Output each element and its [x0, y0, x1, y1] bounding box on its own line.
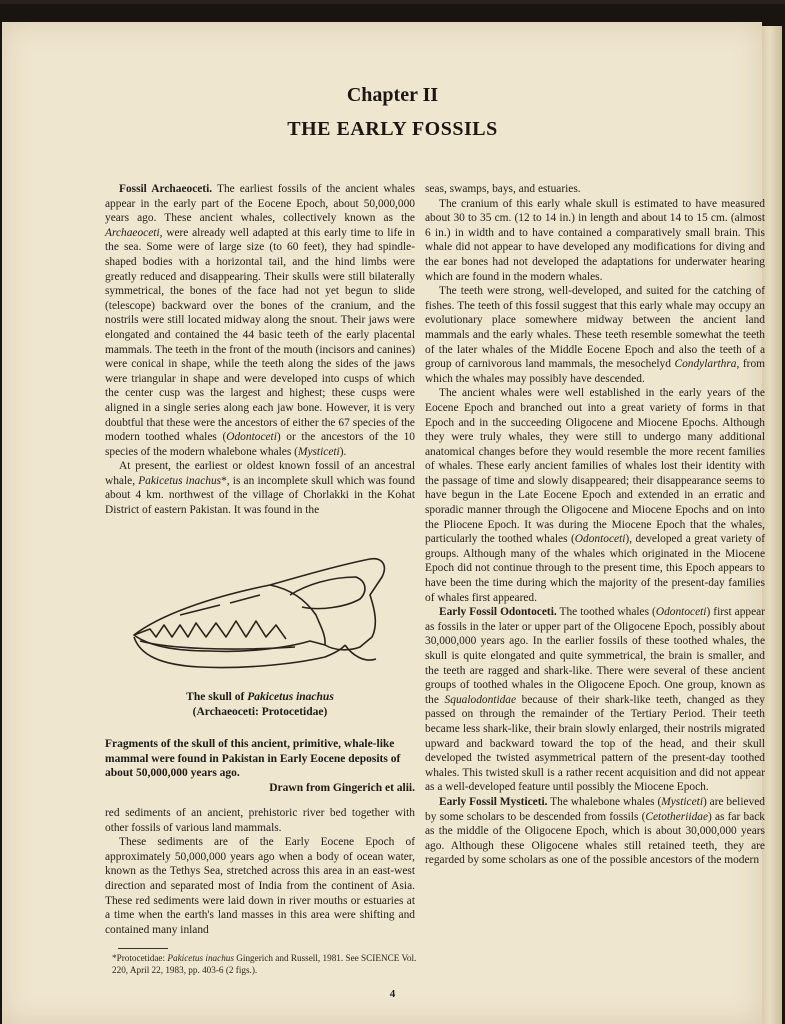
book-edge — [0, 0, 785, 4]
text-run: Gingerich and Russell, 1981. See SCIENCE Vol. 220, April 22, 1983, pp. 403-6 (2 figs.). — [112, 953, 417, 975]
caption-taxonomy: (Archaeoceti: Protocetidae) — [192, 705, 328, 718]
italic-term: Pakicetus inachus — [138, 474, 222, 487]
text-run: The whalebone whales ( — [547, 795, 662, 808]
text-run: At present, the earliest or oldest known fossil of an ancestral whale, — [105, 460, 415, 487]
text-run: ) or the ancestors of the 10 species of the modern whalebone whales ( — [105, 431, 415, 458]
caption-credit: Drawn from Gingerich et alii. — [269, 781, 415, 794]
italic-term: Odontoceti — [655, 606, 707, 619]
text-run: ) are believed by some scholars to be descended from fossils ( — [425, 795, 765, 823]
paragraph-cranium: The cranium of this early whale skull is estimated to have measured about 30 to 35 cm. (12 to 14 in.) in length and about 14 to 15 cm. (almost 6 in.) in width and to have contained a comparatively small brain. This whale did not appear to have developed any modifications for diving and the ear bones had not developed the adaptations for underwater hearing which are found in the modern whales. — [425, 197, 765, 283]
left-column-bottom — [105, 806, 415, 937]
paragraph-ancient-whales — [425, 386, 765, 605]
text-run: The toothed whales ( — [556, 606, 656, 619]
text-run: *, is an incomplete skull which was found about 4 km. northwest of the village of Chorlakki in the Kohat District of eastern Pakistan. It was found in the — [105, 474, 415, 517]
caption-title — [105, 690, 415, 719]
skull-illustration — [120, 555, 392, 690]
jaw-line — [140, 641, 295, 649]
italic-term: Cetotheriidae — [645, 810, 709, 823]
tooth-row — [134, 621, 286, 639]
text-run: *Protocetidae: — [112, 953, 168, 963]
page-stack-edge — [762, 26, 782, 1024]
italic-term: Squalodontidae — [444, 693, 517, 706]
right-column — [425, 182, 765, 868]
page-number: 4 — [389, 988, 396, 1000]
text-run: ) as far back as the middle of the Oligocene Epoch, which is about 30,000,000 years ago. Although these Oligocene whales still retained teeth, they are regarded by some scholars as one of the possible ancestors of the modern — [425, 810, 766, 867]
italic-term: Odontoceti — [574, 533, 626, 546]
text-run: ) first appear as fossils in the later or upper part of the Oligocene Epoch, possibly about 30,000,000 years ago. In the earlier fossils of these toothed whales, the skull is quite elongated and quite symmetrical, the brain is smaller, and the teeth are ragged and shark-like. There were several of these ancient groups of toothed whales in the Oligocene Epoch. One group, known as the — [425, 606, 765, 706]
text-run: from which the whales may possibly have descended. — [425, 358, 765, 385]
orbit — [290, 577, 365, 609]
italic-term: Archaeoceti, — [105, 226, 163, 239]
paragraph-fossil-archaeoceti — [105, 182, 415, 459]
text-run: were already well adapted at this early time to life in the sea. Some were of large size (to 60 feet), they had spindle-shaped bodies with a horizontal tail, and the hind limbs were greatly reduced and disappearing. Their skulls were still bilaterally symmetrical, the bones of the face had not yet begun to slide (telescope) backward over the bones of the cranium, and the nostrils were still located midway along the snout. Their jaws were elongated and contained the 44 basic teeth of the early placental mammals. The teeth in the front of the mouth (incisors and canines) were conical in shape, while the teeth along the sides of the jaws were triangular in shape and were developed into cusps of which the center cusp was the largest and highest; these cusps were aligned in a single series along each jaw bone. However, it is very doubtful that these were the ancestors of either the 67 species of the modern toothed whales ( — [105, 226, 415, 444]
paragraph-red-sediments: red sediments of an ancient, prehistoric river bed together with other fossils of various land mammals. — [105, 807, 415, 834]
zygomatic-arch — [270, 585, 325, 645]
run-in-heading: Fossil Archaeoceti. — [119, 183, 213, 195]
paragraph-teeth — [425, 284, 765, 386]
italic-term: Pakicetus inachus — [167, 953, 234, 963]
run-in-heading: Early Fossil Mysticeti. — [439, 795, 548, 808]
figure-caption — [105, 690, 415, 794]
italic-term: Odontoceti — [226, 431, 277, 444]
chapter-number: Chapter II — [346, 84, 439, 106]
text-run: ). — [339, 445, 347, 458]
footnote-rule — [118, 948, 168, 949]
italic-term: Mysticeti — [661, 795, 703, 808]
text-run: The earliest fossils of the ancient whales appear in the early part of the Eocene Epoch, about 50,000,000 years ago. These ancient whales, collectively known as the — [105, 183, 415, 225]
text-run: because of their shark-like teeth, changed as they passed on through the remainder of the Tertiary Period. Their teeth became less shark-like, their brain slowly enlarged, their nostrils migrated upward and backward toward the top of the head, and their skull developed the twisted asymmetrical pattern of the present-day toothed whales. This twisted skull is a rather recent acquisition and did not appear as a well-developed feature until possibly the Miocene Epoch. — [425, 693, 765, 794]
caption-body: Fragments of the skull of this ancient, primitive, whale-like mammal were found in Pakistan in Early Eocene deposits of about 50,000,000 years ago. — [105, 738, 401, 779]
text-run: ), developed a great variety of groups. Although many of the whales which originated in the Miocene Epoch did not continue through to the present time, this Epoch appears to have been the time during which the majority of the present-day families of whales first appeared. — [425, 533, 765, 604]
snout-detail — [180, 595, 260, 615]
paragraph-seas: seas, swamps, bays, and estuaries. — [425, 183, 581, 195]
footnote — [112, 952, 417, 976]
paragraph-tethys-sea: These sediments are of the Early Eocene Epoch of approximately 50,000,000 years ago when a body of ocean water, known as the Tethys Sea, stretched across this area in an east-west direction and separated most of India from the continent of Asia. These red sediments were laid down in river mouths or estuaries at a time when the earth's land masses in this area were shifting and contained many inland — [105, 836, 415, 936]
italic-term: Condylarthra, — [674, 358, 740, 371]
left-column-top — [105, 182, 415, 518]
italic-term: Mysticeti — [297, 445, 340, 458]
italic-term: Pakicetus inachus — [247, 691, 334, 703]
text-run: The skull of — [186, 691, 248, 703]
text-run: The ancient whales were well established in the early years of the Eocene Epoch and branched out into a great variety of forms in that Epoch and in the succeeding Oligocene and Miocene Epochs. Although they were truly whales, they were still to undergo many additional anatomical changes before they would resemble the more recent families of whales. These early ancient families of whales lost their identity with the passage of time and slowly disappeared; their disappearance seems to have begun in the Late Eocene Epoch and extended in an erratic and sporadic manner through the Oligocene and Miocene Epochs and on into the Pliocene Epoch. It was during the Miocene Epoch that the whales, particularly the toothed whales ( — [425, 387, 765, 546]
text-run: The teeth were strong, well-developed, and suited for the catching of fishes. The teeth of this fossil suggest that this early whale may occupy an evolutionary place somewhere midway between the ancient land mammals and the early whales. These teeth resemble somewhat the teeth of the later whales of the Middle Eocene Epoch and also the teeth of a group of carnivorous land mammals, the mesochelyd — [425, 285, 765, 371]
paragraph-early-odontoceti — [425, 605, 765, 795]
paragraph-early-mysticeti — [425, 795, 765, 868]
paragraph-pakicetus — [105, 459, 415, 517]
run-in-heading: Early Fossil Odontoceti. — [439, 606, 557, 619]
chapter-title: THE EARLY FOSSILS — [287, 118, 498, 140]
